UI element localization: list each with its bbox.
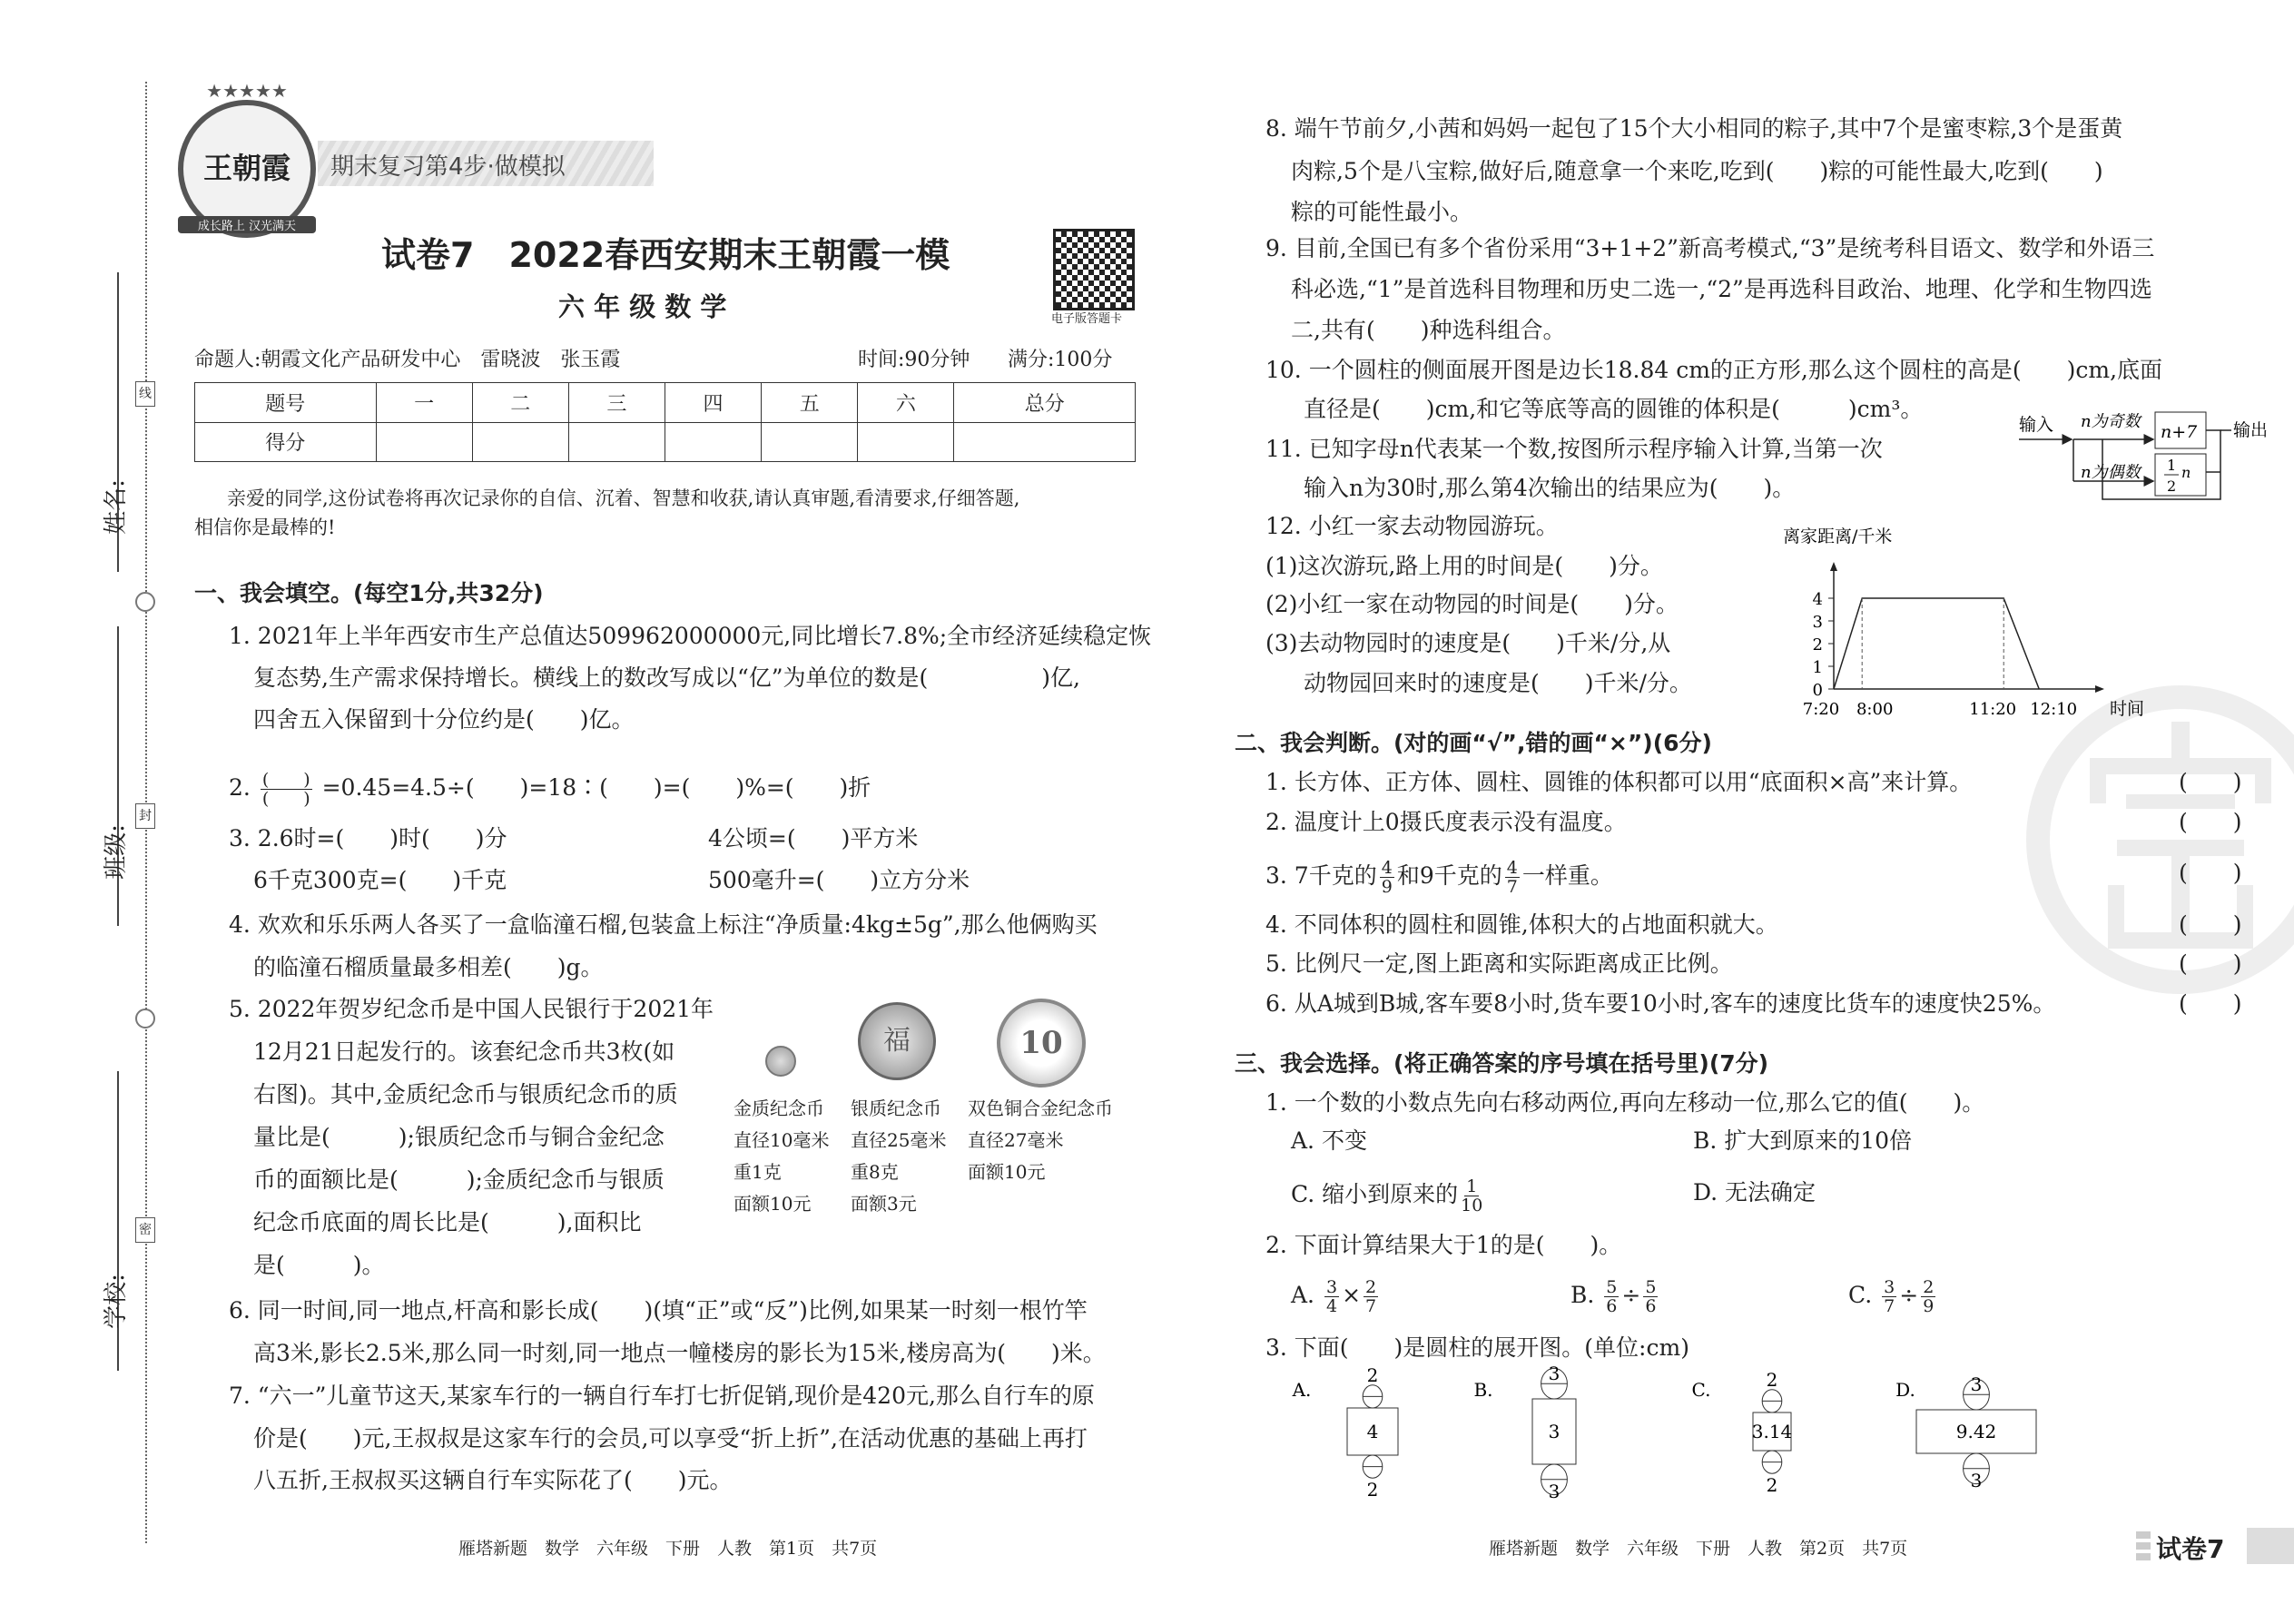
q12-line: 动物园回来时的速度是( )千米/分。	[1304, 670, 1692, 696]
q11-line: 11. 已知字母n代表某一个数,按图所示程序输入计算,当第一次	[1265, 436, 1883, 462]
q3-item: 6千克300克=( )千克	[253, 867, 507, 893]
q10-line: 10. 一个圆柱的侧面展开图是边长18.84 cm的正方形,那么这个圆柱的高是( )cm,底面	[1265, 357, 2163, 383]
fraction-denominator: ( )	[261, 789, 310, 809]
q5-line: 币的面额比是( );金质纪念币与银质	[253, 1166, 665, 1193]
fraction-numerator: 4	[1381, 858, 1393, 878]
x-tick-label: 8:00	[1856, 700, 1894, 719]
q9-line: 二,共有( )种选科组合。	[1291, 317, 1566, 343]
judgment-item: 1. 长方体、正方体、圆柱、圆锥的体积都可以用“底面积×高”来计算。	[1265, 769, 1973, 795]
section3-heading: 三、我会选择。(将正确答案的序号填在括号里)(7分)	[1235, 1050, 1769, 1077]
fraction-denominator: 7	[1365, 1296, 1377, 1316]
net-top-label: 3	[1970, 1373, 1983, 1396]
q12-line: (3)去动物园时的速度是( )千米/分,从	[1265, 630, 1671, 656]
fraction	[1364, 1278, 1378, 1315]
table-header-cell: 三	[568, 383, 665, 423]
flow-even-label: n为偶数	[2081, 463, 2141, 482]
copper-coin-image	[997, 999, 1086, 1088]
option-label: C.	[1848, 1282, 1873, 1308]
q7-line: 7. “六一”儿童节这天,某家车行的一辆自行车打七折促销,现价是420元,那么自行车的原	[229, 1383, 1095, 1409]
table-row	[195, 422, 1136, 462]
fraction-numerator: 2	[1365, 1277, 1377, 1297]
judgment-text: 一样重。	[1521, 862, 1613, 889]
judgment-item: 5. 比例尺一定,图上距离和实际距离成正比例。	[1265, 950, 1733, 977]
q1-line: 复态势,生产需求保持增长。横线上的数改写成以“亿”为单位的数是( )亿,	[253, 664, 1080, 691]
q9-line: 9. 目前,全国已有多个省份采用“3+1+2”新高考模式,“3”是统考科目语文、数学和外语三	[1265, 235, 2155, 261]
net-bottom-label: 2	[1766, 1474, 1778, 1497]
x-axis-arrow-icon	[2095, 685, 2104, 693]
cylinder-net-option[interactable]	[1472, 1363, 1654, 1502]
cylinder-net-option[interactable]	[1690, 1368, 1872, 1497]
choice-option[interactable]	[1848, 1269, 1938, 1322]
coin-name: 金质纪念币	[733, 1097, 824, 1119]
q2-blank-fraction[interactable]	[261, 771, 312, 808]
fraction-numerator: 1	[2167, 457, 2177, 474]
binding-hole-icon	[135, 592, 155, 612]
x-tick-label: 12:10	[2030, 700, 2078, 719]
net-top-label: 3	[1548, 1363, 1561, 1385]
operator: ÷	[1621, 1282, 1641, 1308]
x-tick-label: 11:20	[1969, 700, 2017, 719]
q12-distance-graph	[1770, 522, 2170, 722]
q8-line: 肉粽,5个是八宝粽,做好后,随意拿一个来吃,吃到( )粽的可能性最大,吃到( )	[1291, 158, 2103, 184]
graph-ylabel: 离家距离/千米	[1783, 527, 1893, 546]
fraction	[1643, 1278, 1658, 1315]
banner	[318, 141, 654, 186]
operator: ×	[1342, 1282, 1362, 1308]
score-cell[interactable]	[954, 422, 1136, 462]
q4-line: 4. 欢欢和乐乐两人各买了一盒临潼石榴,包装盒上标注“净质量:4kg±5g”,那么他俩购买	[229, 911, 1098, 938]
class-underline[interactable]	[117, 626, 119, 926]
coin-info-copper	[968, 1093, 1113, 1188]
score-table	[194, 382, 1136, 462]
fraction-numerator: 3	[1884, 1277, 1895, 1297]
q12-line: (2)小红一家在动物园的时间是( )分。	[1265, 591, 1679, 617]
logo-text: 王朝霞	[202, 151, 290, 185]
table-header-cell: 题号	[195, 383, 377, 423]
table-header-cell: 四	[665, 383, 761, 423]
coin-detail: 面额3元	[851, 1193, 917, 1215]
coin-name: 银质纪念币	[851, 1097, 941, 1119]
fraction-numerator: 4	[1506, 858, 1518, 878]
net-rect-label: 4	[1366, 1421, 1379, 1442]
flow-output-label: 输出	[2233, 420, 2269, 440]
judgment-item: 2. 温度计上0摄氏度表示没有温度。	[1265, 809, 1627, 835]
fraction	[1921, 1278, 1935, 1315]
fraction-numerator: ( )	[261, 770, 310, 790]
answer-blank[interactable]: ( )	[2179, 911, 2242, 938]
fraction-denominator: 6	[1606, 1296, 1618, 1316]
graph-line	[1834, 598, 2039, 689]
q12-line: (1)这次游玩,路上用的时间是( )分。	[1265, 553, 1663, 579]
fraction-denominator: 9	[1923, 1296, 1935, 1316]
choice-option[interactable]	[1570, 1269, 1660, 1322]
score-cell[interactable]	[665, 422, 761, 462]
net-top-label: 2	[1366, 1363, 1379, 1386]
q3-item: 4公顷=( )平方米	[708, 825, 919, 851]
watermark-seal	[2026, 685, 2294, 994]
name-label: 姓名:	[102, 479, 130, 535]
coin-name: 双色铜合金纪念币	[968, 1097, 1113, 1119]
fraction-numerator: 5	[1645, 1277, 1657, 1297]
coin-detail: 面额10元	[968, 1161, 1046, 1183]
silver-coin-image	[858, 1002, 936, 1080]
table-row	[195, 383, 1136, 423]
x-tick-label: 7:20	[1802, 700, 1840, 719]
judgment-text: 3. 7千克的	[1265, 862, 1377, 889]
answer-blank[interactable]: ( )	[2179, 950, 2242, 977]
flow-odd-label: n为奇数	[2081, 412, 2141, 431]
answer-blank[interactable]: ( )	[2179, 860, 2242, 886]
q5-line: 5. 2022年贺岁纪念币是中国人民银行于2021年	[229, 996, 714, 1022]
table-header-cell: 五	[762, 383, 858, 423]
coin-detail: 直径10毫米	[733, 1129, 830, 1151]
paper-tab-label: 试卷7	[2156, 1534, 2225, 1564]
page-title: 试卷7 2022春西安期末王朝霞一模	[381, 235, 950, 275]
y-tick-label: 3	[1812, 613, 1823, 632]
class-label: 班级:	[102, 824, 130, 880]
fraction-denominator: 6	[1645, 1296, 1657, 1316]
flow-input-label: 输入	[2019, 415, 2054, 435]
banner-text: 期末复习第4步·做模拟	[330, 153, 566, 181]
choice-option[interactable]: A. 不变	[1291, 1127, 1367, 1154]
score-row-label: 得分	[195, 422, 377, 462]
footer-left: 雁塔新题 数学 六年级 下册 人教 第1页 共7页	[458, 1539, 878, 1559]
y-tick-label: 2	[1812, 635, 1823, 655]
q12-line: 12. 小红一家去动物园游玩。	[1265, 513, 1559, 539]
section2-heading: 二、我会判断。(对的画“√”,错的画“×”)(6分)	[1235, 730, 1712, 756]
net-top-label: 2	[1766, 1368, 1778, 1391]
seal-mark-secret: 密	[135, 1217, 155, 1243]
fraction-denominator: 9	[1381, 877, 1393, 897]
coin-face-text: 10	[1019, 1025, 1063, 1061]
binding-hole-icon	[135, 1009, 155, 1029]
fraction-denominator: 4	[1325, 1296, 1338, 1316]
seal-mark-seal: 封	[135, 803, 155, 829]
table-header-cell: 总分	[954, 383, 1136, 423]
net-bottom-label: 3	[1548, 1480, 1561, 1502]
answer-blank[interactable]: ( )	[2179, 809, 2242, 835]
paper-tab	[2136, 1528, 2294, 1564]
y-axis-arrow-icon	[1830, 562, 1837, 571]
qr-caption: 电子版答题卡	[1051, 312, 1123, 326]
coin-detail: 重8克	[851, 1161, 899, 1183]
fraction	[1505, 859, 1520, 896]
score-cell[interactable]	[858, 422, 954, 462]
choice-question: 3. 下面( )是圆柱的展开图。(单位:cm)	[1265, 1334, 1689, 1361]
full-score: 满分:100分	[1008, 349, 1113, 371]
exam-time: 时间:90分钟	[858, 349, 970, 371]
score-cell[interactable]	[568, 422, 665, 462]
fraction	[1604, 1278, 1619, 1315]
choice-option[interactable]	[1291, 1168, 1485, 1221]
q5-line: 右图)。其中,金质纪念币与银质纪念币的质	[253, 1081, 678, 1107]
footer-right: 雁塔新题 数学 六年级 下册 人教 第2页 共7页	[1489, 1539, 1908, 1559]
net-bottom-label: 2	[1366, 1479, 1379, 1501]
net-bottom-label: 3	[1970, 1469, 1983, 1491]
q4-line: 的临潼石榴质量最多相差( )g。	[253, 954, 604, 980]
q3-item: 3. 2.6时=( )时( )分	[229, 825, 507, 851]
judgment-item	[1265, 850, 1613, 902]
flow-odd-op: n+7	[2161, 422, 2198, 442]
q5-line: 量比是( );银质纪念币与铜合金纪念	[253, 1124, 665, 1150]
coin-info-gold	[733, 1093, 829, 1220]
q5-line: 是( )。	[253, 1252, 385, 1278]
fraction-numerator: 1	[1466, 1176, 1478, 1196]
fraction-denominator: 7	[1506, 877, 1518, 897]
page-subtitle: 六 年 级 数 学	[558, 291, 727, 322]
judgment-item: 4. 不同体积的圆柱和圆锥,体积大的占地面积就大。	[1265, 911, 1778, 938]
gold-coin-image	[765, 1046, 796, 1077]
q8-line: 8. 端午节前夕,小茜和妈妈一起包了15个大小相同的粽子,其中7个是蜜枣粽,3个是蛋黄	[1265, 115, 2123, 142]
q6-line: 高3米,影长2.5米,那么同一时刻,同一地点一幢楼房的影长为15米,楼房高为( )米。	[253, 1340, 1106, 1366]
seal-mark-line: 线	[135, 381, 155, 407]
score-cell[interactable]	[376, 422, 472, 462]
choice-question: 1. 一个数的小数点先向右移动两位,再向左移动一位,那么它的值( )。	[1265, 1089, 1985, 1116]
coin-face-text: 福	[883, 1025, 911, 1057]
fraction-numerator: 3	[1325, 1277, 1338, 1297]
score-cell[interactable]	[762, 422, 858, 462]
net-rect-label: 3.14	[1751, 1421, 1793, 1442]
table-header-cell: 六	[858, 383, 954, 423]
operator: ÷	[1899, 1282, 1919, 1308]
fraction-numerator: 5	[1606, 1277, 1618, 1297]
q11-line: 输入n为30时,那么第4次输出的结果应为( )。	[1304, 475, 1796, 501]
q2-rest: =0.45=4.5÷( )=18∶( )=( )%=( )折	[321, 774, 871, 801]
fraction	[1882, 1278, 1896, 1315]
option-label: B.	[1570, 1282, 1595, 1308]
fraction	[1380, 859, 1394, 896]
answer-blank[interactable]: ( )	[2179, 990, 2242, 1017]
logo-stars-icon: ★★★★★	[206, 80, 288, 102]
fraction-denominator: 10	[1461, 1196, 1483, 1216]
table-header-cell: 一	[376, 383, 472, 423]
coin-detail: 直径25毫米	[851, 1129, 947, 1151]
logo-badge	[178, 80, 316, 238]
option-label: D.	[1895, 1379, 1915, 1401]
intro-line: 相信你是最棒的!	[194, 517, 336, 538]
option-text: C. 缩小到原来的	[1291, 1181, 1459, 1207]
q11-flow-diagram	[2017, 403, 2280, 503]
y-tick-label: 1	[1812, 658, 1823, 677]
cylinder-net-option[interactable]	[1895, 1373, 2076, 1491]
fraction-denominator: 7	[1884, 1296, 1895, 1316]
flow-even-box	[2155, 454, 2206, 496]
tab-decoration-icon	[2136, 1531, 2151, 1560]
qr-code-icon[interactable]	[1053, 229, 1135, 310]
q2-line	[229, 761, 871, 815]
coin-detail: 面额10元	[733, 1193, 812, 1215]
score-cell[interactable]	[472, 422, 568, 462]
choice-question: 2. 下面计算结果大于1的是( )。	[1265, 1232, 1622, 1258]
y-tick-label: 4	[1812, 590, 1823, 609]
fraction-variable: n	[2181, 464, 2191, 481]
answer-blank[interactable]: ( )	[2179, 769, 2242, 795]
judgment-text: 和9千克的	[1396, 862, 1502, 889]
net-rect-label: 3	[1548, 1421, 1561, 1442]
fraction	[1461, 1177, 1482, 1215]
judgment-item: 6. 从A城到B城,客车要8小时,货车要10小时,客车的速度比货车的速度快25%。	[1265, 990, 2056, 1017]
coin-detail: 直径27毫米	[968, 1129, 1064, 1151]
q3-item: 500毫升=( )立方分米	[708, 867, 970, 893]
q5-line: 纪念币底面的周长比是( ),面积比	[253, 1209, 642, 1235]
option-label: C.	[1691, 1379, 1711, 1401]
net-rect-label: 9.42	[1955, 1421, 1997, 1442]
fraction-numerator: 2	[1923, 1277, 1935, 1297]
section1-heading: 一、我会填空。(每空1分,共32分)	[194, 580, 544, 606]
option-label: B.	[1473, 1379, 1493, 1401]
choice-option[interactable]: B. 扩大到原来的10倍	[1693, 1127, 1913, 1154]
choice-option[interactable]	[1291, 1269, 1381, 1322]
cylinder-net-option[interactable]	[1291, 1363, 1472, 1501]
fraction	[1324, 1278, 1339, 1315]
q1-line: 1. 2021年上半年西安市生产总值达509962000000元,同比增长7.8%;全市经济延续稳定恢	[229, 623, 1152, 649]
q2-number: 2.	[229, 774, 251, 801]
graph-xlabel: 时间	[2110, 699, 2145, 719]
coin-detail: 重1克	[733, 1161, 782, 1183]
fraction-denominator: 2	[2167, 477, 2177, 495]
q9-line: 科必选,“1”是首选科目物理和历史二选一,“2”是再选科目政治、地理、化学和生物四选	[1291, 276, 2152, 302]
q8-line: 粽的可能性最小。	[1291, 199, 1473, 225]
q5-line: 12月21日起发行的。该套纪念币共3枚(如	[253, 1038, 675, 1065]
q6-line: 6. 同一时间,同一地点,杆高和影长成( )(填“正”或“反”)比例,如果某一时刻一根竹竿	[229, 1297, 1088, 1324]
authors: 命题人:朝霞文化产品研发中心 雷晓波 张玉霞	[194, 349, 621, 371]
school-label: 学校:	[102, 1274, 130, 1329]
q7-line: 八五折,王叔叔买这辆自行车实际花了( )元。	[253, 1467, 733, 1493]
intro-line: 亲爱的同学,这份试卷将再次记录你的自信、沉着、智慧和收获,请认真审题,看清要求,仔细答题,	[227, 487, 1020, 509]
q7-line: 价是( )元,王叔叔是这家车行的会员,可以享受“折上折”,在活动优惠的基础上再打	[253, 1425, 1088, 1452]
choice-option[interactable]: D. 无法确定	[1693, 1179, 1816, 1206]
q10-line: 直径是( )cm,和它等底等高的圆锥的体积是( )cm³。	[1304, 396, 1924, 422]
coin-info-silver	[851, 1093, 946, 1220]
y-tick-label: 0	[1812, 681, 1823, 700]
option-label: A.	[1291, 1282, 1315, 1308]
table-header-cell: 二	[472, 383, 568, 423]
logo-motto: 成长路上 汉光满天	[178, 216, 316, 233]
option-label: A.	[1292, 1379, 1312, 1401]
q1-line: 四舍五入保留到十分位约是( )亿。	[253, 706, 635, 733]
